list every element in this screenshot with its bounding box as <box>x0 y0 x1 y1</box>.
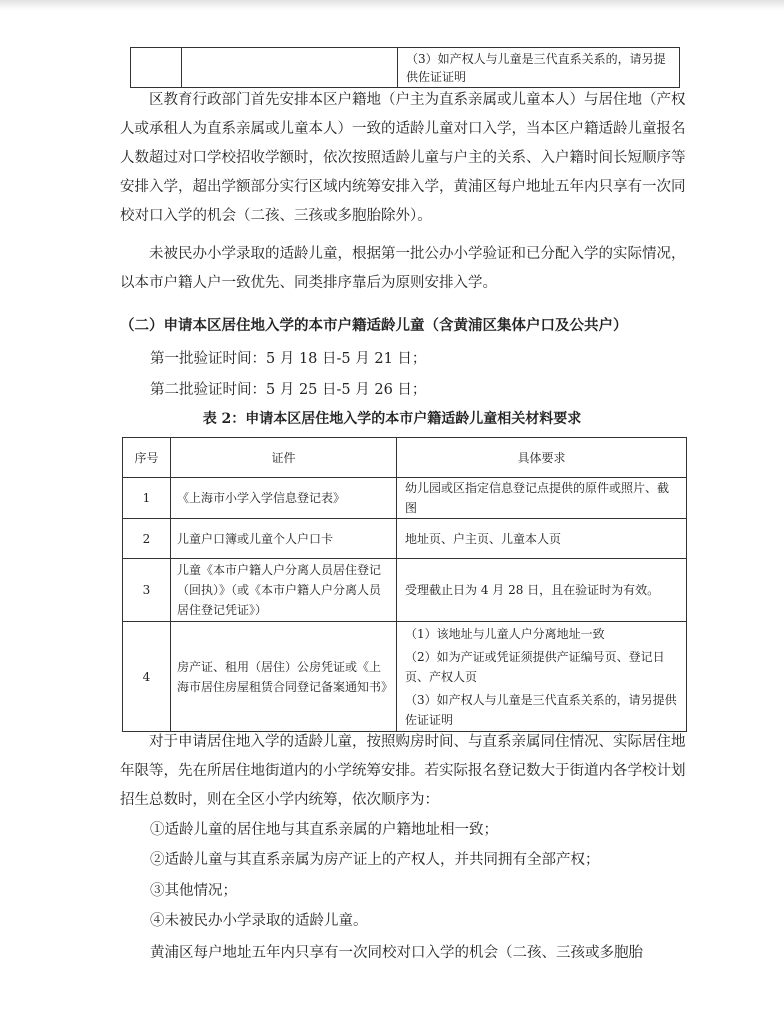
cell-num: 4 <box>123 622 171 732</box>
cell-doc: 儿童户口簿或儿童个人户口卡 <box>171 519 397 559</box>
order-item-3: ③其他情况； <box>150 883 237 899</box>
cell-doc: 《上海市小学入学信息登记表》 <box>171 478 397 519</box>
req-line: 幼儿园或区指定信息登记点提供的原件或照片、截图 <box>405 481 670 515</box>
order-item-4: ④未被民办小学录取的适龄儿童。 <box>150 913 368 929</box>
cell-num: 1 <box>123 478 171 519</box>
paragraph-residence-arrangement: 对于申请居住地入学的适龄儿童，按照购房时间、与直系亲属同住情况、实际居住地年限等，先在所居住地街道内的小学统筹安排。若实际报名登记数大于街道内各学校计划招生总数时，则在全区小学内统筹，依次顺序为： <box>120 734 686 808</box>
table-row <box>123 622 687 732</box>
req-line: （3）如产权人与儿童是三代直系关系的，请另提供佐证证明 <box>405 692 677 727</box>
req-line: （1）该地址与儿童人户分离地址一致 <box>405 626 605 641</box>
table-row <box>123 519 687 559</box>
verify-time-second: 第二批验证时间：5 月 25 日-5 月 26 日； <box>150 382 427 398</box>
cell-num: 3 <box>123 559 171 622</box>
header-num: 序号 <box>123 438 171 478</box>
cell-doc: 房产证、租用（居住）公房凭证或《上海市居住房屋租赁合同登记备案通知书》 <box>171 622 397 732</box>
table-header-row <box>123 438 687 478</box>
materials-table <box>122 437 687 732</box>
paragraph-arrangement: 区教育行政部门首先安排本区户籍地（户主为直系亲属或儿童本人）与居住地（产权人或承租人为直系亲属或儿童本人）一致的适龄儿童对口入学，当本区户籍适龄儿童报名人数超过对口学校招收学额时，依次按照适龄儿童与户主的关系、入户籍时间长短顺序等安排入学，超出学额部分实行区域内统筹安排入学，黄浦区每户地址五年内只享有一次同校对口入学的机会（二孩、三孩或多胞胎除外）。 <box>120 92 686 224</box>
table-cell <box>182 48 398 88</box>
cell-req <box>397 559 687 622</box>
table-row <box>131 48 680 88</box>
table-row <box>123 478 687 519</box>
table-cell <box>131 48 182 88</box>
req-line: （2）如为产证或凭证须提供产证编号页、登记日页、产权人页 <box>405 649 665 684</box>
req-line: 地址页、户主页、儿童本人页 <box>405 531 562 546</box>
cell-req <box>397 478 687 519</box>
req-line: 受理截止日为 4 月 28 日，且在验证时为有效。 <box>405 583 660 597</box>
verify-time-first: 第一批验证时间：5 月 18 日-5 月 21 日； <box>150 351 427 367</box>
cell-req <box>397 519 687 559</box>
table-cell-requirement: （3）如产权人与儿童是三代直系关系的，请另提供佐证证明 <box>398 48 680 88</box>
header-req: 具体要求 <box>397 438 687 478</box>
paragraph-last: 黄浦区每户地址五年内只享有一次同校对口入学的机会（二孩、三孩或多胞胎 <box>150 945 643 961</box>
table-caption: 表 2：申请本区居住地入学的本市户籍适龄儿童相关材料要求 <box>202 411 582 427</box>
cell-doc: 儿童《本市户籍人户分离人员居住登记（回执）》（或《本市户籍人户分离人员居住登记凭证》） <box>171 559 397 622</box>
cell-req <box>397 622 687 732</box>
order-item-1: ①适龄儿童的居住地与其直系亲属的户籍地址相一致； <box>150 822 498 838</box>
table-row <box>123 559 687 622</box>
cell-num: 2 <box>123 519 171 559</box>
paragraph-private-school: 未被民办小学录取的适龄儿童，根据第一批公办小学验证和已分配入学的实际情况，以本市户籍人户一致优先、同类排序靠后为原则安排入学。 <box>120 246 686 291</box>
table-fragment-top <box>130 47 680 88</box>
order-item-2: ②适龄儿童与其直系亲属为房产证上的产权人，并共同拥有全部产权； <box>150 852 600 868</box>
header-doc: 证件 <box>171 438 397 478</box>
section-heading: （二）申请本区居住地入学的本市户籍适龄儿童（含黄浦区集体户口及公共户） <box>120 317 628 334</box>
page-top-shadow <box>0 0 784 10</box>
